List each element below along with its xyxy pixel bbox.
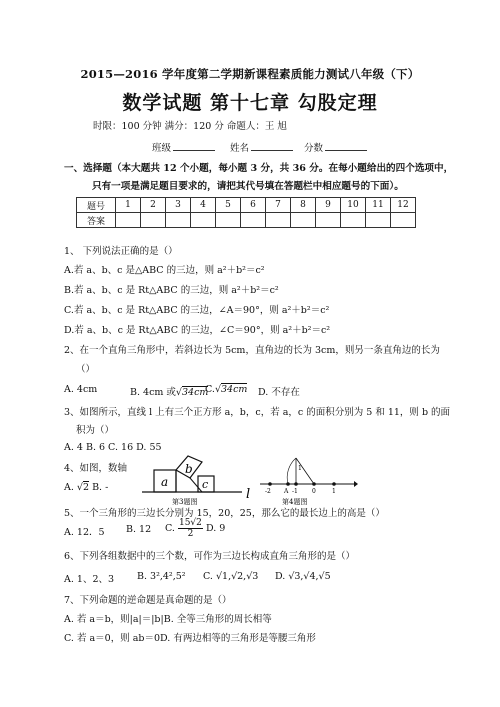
answer-cell[interactable] [116,213,141,228]
axis-point [332,482,336,486]
square-b-label: b [185,462,193,476]
question-4: 4、如图，数轴 [64,463,128,474]
question-6-option-b: B. 3²,4²,5² [137,571,186,582]
tick-label: -2 [265,488,271,495]
question-1-option-d: D.若 a、b、c 是 Rt△ABC 的三边，∠C＝90°，则 a²＋b²＝c² [64,325,331,336]
answer-table-answer-row [77,213,416,228]
question-4-options [64,482,108,493]
segment-label: 1 [298,465,302,472]
answer-table-number: 6 [241,198,266,213]
question-4-option-b: B. - [92,482,109,493]
tick-label: -1 [292,488,298,495]
score-label: 分数 [304,143,324,154]
answer-cell[interactable] [391,213,416,228]
fraction [178,518,203,539]
answer-table-number: 5 [216,198,241,213]
class-field [152,140,215,154]
question-6-option-d: D. √3,√4,√5 [275,571,331,582]
question-2-option-b-prefix: B. 4cm 或 [130,387,176,398]
answer-table-header-answer: 答案 [77,213,116,228]
sqrt-icon: √ [175,387,182,398]
answer-cell[interactable] [166,213,191,228]
answer-cell[interactable] [241,213,266,228]
axis-point [268,482,272,486]
question-7-options-cd: C. 若 a＝0，则 ab＝0D. 有两边相等的三角形是等腰三角形 [64,633,316,644]
question-5-option-c-label: C. [165,523,175,534]
question-2-option-b [130,384,208,398]
question-3-cont: 积为（） [76,425,115,436]
score-blank [325,141,367,151]
question-2-option-c-prefix: C. [205,384,215,395]
line-l-label: l [246,487,251,502]
answer-table-number-row [77,198,416,213]
question-1-option-c: C.若 a、b、c 是 Rt△ABC 的三边，∠A＝90°，则 a²＋b²＝c² [64,305,330,316]
question-1: 1、 下列说法正确的是（） [64,246,178,257]
class-blank [173,141,215,151]
answer-cell[interactable] [141,213,166,228]
question-4-option-a-label: A. [64,482,74,493]
question-6-option-a: A. 1、2、3 [64,574,115,585]
question-2-option-c [205,384,247,395]
answer-table [76,197,416,228]
answer-table-number: 2 [141,198,166,213]
question-2-option-c-radicand: 34cm [221,384,248,395]
answer-cell[interactable] [316,213,341,228]
sqrt-icon: √ [214,384,222,395]
score-field [304,140,367,154]
question-1-option-b: B.若 a、b、c 是 Rt△ABC 的三边，则 a²＋b²＝c² [64,285,279,296]
answer-table-number: 12 [391,198,416,213]
question-2: 2、在一个直角三角形中，若斜边长为 5cm，直角边的长为 3cm，则另一条直角边的长为 [64,345,440,356]
question-3-options: A. 4 B. 6 C. 16 D. 55 [64,442,162,453]
answer-cell[interactable] [366,213,391,228]
exam-meta: 时限：100 分钟 满分：120 分 命题人：王 旭 [93,121,287,132]
question-2-option-a: A. 4cm [64,384,98,395]
exam-subtitle: 数学试题 第十七章 勾股定理 [122,92,378,114]
answer-table-number: 9 [316,198,341,213]
answer-cell[interactable] [266,213,291,228]
answer-table-number: 10 [341,198,366,213]
question-5-option-d: D. 9 [205,523,226,534]
answer-table-number: 4 [191,198,216,213]
question-2-cont: （） [76,364,96,375]
question-2-option-b-radicand: 34cm [181,387,209,398]
square-edge [190,478,202,492]
arc [287,458,296,484]
square-c-label: c [202,478,209,491]
answer-table-number: 3 [166,198,191,213]
square-a-label: a [161,475,169,489]
answer-cell[interactable] [341,213,366,228]
answer-table-header-number: 题号 [77,198,116,213]
name-label: 姓名 [230,143,250,154]
section-heading-line2: 只有一项是满足题目要求的，请把其代号填在答题栏中相应题号的下面）。 [92,181,404,192]
tick-label: A [284,488,289,495]
tick-label: 1 [332,488,336,495]
answer-cell[interactable] [216,213,241,228]
name-blank [251,141,293,151]
exam-title: 2015—2016 学年度第二学期新课程素质能力测试八年级（下） [80,67,420,81]
question-5-option-c [165,518,225,539]
figure-4-number-line [258,448,358,508]
figure-3-caption: 第3题图 [172,498,198,506]
answer-cell[interactable] [291,213,316,228]
question-7: 7、下列命题的逆命题是真命题的是（） [64,595,232,606]
answer-table-number: 1 [116,198,141,213]
name-field [230,140,293,154]
figure-4-caption: 第4题图 [282,498,308,506]
question-6-option-c: C. √1,√2,√3 [203,571,259,582]
question-5-option-a: A. 12．5 [64,527,105,538]
question-3: 3、如图所示，直线 l 上有三个正方形 a，b，c，若 a，c 的面积分别为 5 和 11，则 b 的面 [64,407,451,418]
question-6: 6、下列各组数据中的三个数，可作为三边长构成直角三角形的是（） [64,551,356,562]
fraction-denominator: 2 [187,529,194,539]
question-5: 5、一个三角形的三边长分别为 15，20，25，那么它的最长边上的高是（） [64,508,385,519]
question-7-options-ab: A. 若 a＝b，则|a|＝|b|B. 全等三角形的周长相等 [64,614,272,625]
axis-arrow-icon [354,481,358,487]
answer-table-number: 11 [366,198,391,213]
sqrt-icon: √ [76,482,83,493]
question-4-option-a-value: 2 [82,482,90,493]
answer-cell[interactable] [191,213,216,228]
question-5-option-b: B. 12 [126,524,152,535]
question-2-option-d: D. 不存在 [258,387,300,398]
answer-table-number: 8 [291,198,316,213]
fraction-numerator: 15√2 [178,518,202,528]
figure-3-squares [140,448,258,506]
answer-table-number: 7 [266,198,291,213]
question-1-option-a: A.若 a、b、c 是△ABC 的三边，则 a²＋b²＝c² [64,265,265,276]
class-label: 班级 [152,143,172,154]
tick-label: 0 [312,488,316,495]
section-heading-line1: 一、选择题（本大题共 12 个小题，每小题 3 分，共 36 分。在每小题给出的四个选项中， [64,163,454,174]
